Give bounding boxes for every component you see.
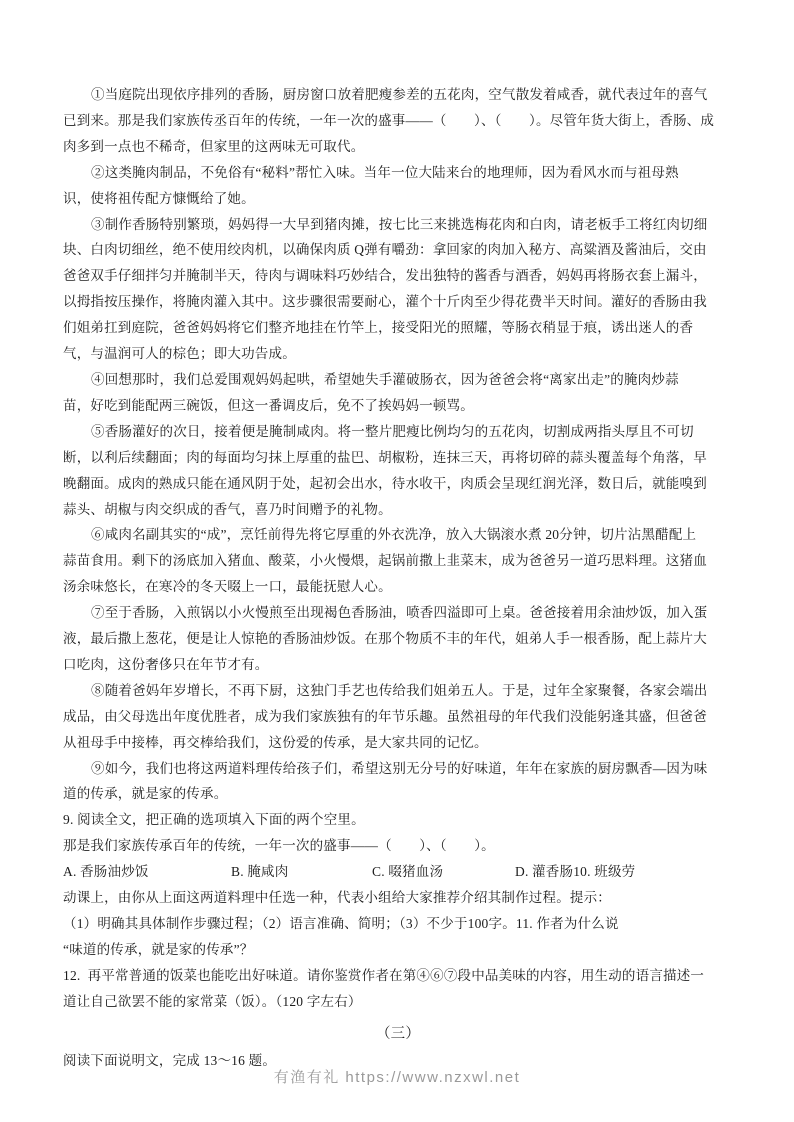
text-line: 成品，由父母选出年度优胜者，成为我们家族独有的年节乐趣。虽然祖母的年代我们没能躬逢其盛，但爸爸 [63,708,707,724]
text-line: “味道的传承，就是家的传承”？ [63,941,254,957]
option-d: D. 灌香肠 [515,864,574,880]
text-line: 液，最后撒上葱花，便是让人惊艳的香肠油炒饭。在那个物质不丰的年代，姐弟人手一根香肠，配上蒜片大 [63,631,707,647]
text-line: 已到来。那是我们家族传丞百年的传统，一年一次的盛事——（ ）、（ ）。尽管年货大街上，香肠、成 [63,112,715,128]
text-line: ⑤香肠灌好的次日，接着便是腌制咸肉。将一整片肥瘦比例均匀的五花肉，切割成两指头厚且不可切 [91,423,694,439]
text-line: 苗，好吃到能配两三碗饭，但这一番调皮后，免不了挨妈妈一顿骂。 [63,397,474,413]
question-10-start: 10. 班级劳 [573,864,636,880]
options-row [63,859,733,885]
text-line: 们姐弟扛到庭院，爸爸妈妈将它们整齐地挂在竹竿上，接受阳光的照耀，等肠衣稍显于痕，诱出迷人的香 [63,320,694,336]
text-line: 蒜头、胡椒与肉交织成的香气，喜乃时间赠予的礼物。 [63,501,392,517]
text-line: ②这类腌肉制品，不免俗有“秘料”帮忙入味。当年一位大陆来台的地理师，因为看风水而与祖母熟 [91,164,679,180]
text-line: 爸爸双手仔细拌匀并腌制半天，待肉与调味料巧妙结合，发出独特的酱香与酒香，妈妈再将肠衣套上漏斗， [63,268,707,284]
option-b: B. 腌咸肉 [231,864,289,880]
text-line: （1）明确其具体制作步骤过程；（2）语言准确、简明；（3）不少于100字。11. 作者为什么说 [63,916,619,931]
text-line: 汤余味悠长，在寒冷的冬天啜上一口，最能抚慰人心。 [63,579,392,595]
text-line: 口吃肉，这份奢侈只在年节才有。 [63,656,269,672]
text-line: 从祖母手中接棒，再交棒给我们，这份爱的传承，是大家共同的记忆。 [63,734,488,750]
option-c: C. 啜猪血汤 [372,864,444,880]
text-line: 那是我们家族传承百年的传统，一年一次的盛事——（ ）、（ ）。 [63,838,495,854]
text-line: 道的传承，就是家的传承。 [63,786,228,802]
text-line: 识，使将祖传配方慷慨给了她。 [63,190,255,206]
text-line: 道让自己欲罢不能的家常菜（饭）。（120 字左右） [63,993,362,1009]
text-line: 9. 阅读全文，把正确的选项填入下面的两个空里。 [63,812,365,828]
text-line: 蒜苗食用。剩下的汤底加入猪血、酸菜，小火慢煨，起锅前撒上韭菜末，成为爸爸另一道巧思料理。这猪血 [63,553,707,569]
text-line: 12. 再平常普通的饭菜也能吃出好味道。请你鉴赏作者在第④⑥⑦段中品美味的内容，用生动的语言描述一 [63,967,705,983]
option-a: A. 香肠油炒饭 [63,864,149,880]
text-line: ⑦至于香肠，入煎锅以小火慢煎至出现褐色香肠油，喷香四溢即可上桌。爸爸接着用余油炒饭，加入蛋 [91,605,708,621]
text-line: ①当庭院出现依序排列的香肠，厨房窗口放着肥瘦参差的五花肉，空气散发着咸香，就代表过年的喜气 [91,87,708,102]
text-line: ⑧随着爸妈年岁增长，不再下厨，这独门手艺也传给我们姐弟五人。于是，过年全家聚餐，各家会端出 [91,682,708,698]
text-line: ⑥咸肉名副其实的“成”，烹饪前得先将它厚重的外衣洗净，放入大锅滚水煮 20分钟，切片沾黑醋配上 [91,527,697,543]
text-line: 断，以利后续翻面；肉的每面均匀抹上厚重的盐巴、胡椒粉，连抹三天，再将切碎的蒜头覆盖每个角落，早 [63,449,707,465]
text-line: ④回想那时，我们总爱围观妈妈起哄，希望她失手灌破肠衣，因为爸爸会将“离家出走”的腌肉炒蒜 [91,371,679,387]
text-line: 以拇指按压操作，将腌肉灌入其中。这步骤很需要耐心，灌个十斤肉至少得花费半天时间。灌好的香肠由我 [63,294,707,310]
text-line: 块、白肉切细丝，绝不使用绞肉机，以确保肉质 Q弹有嚼劲：拿回家的肉加入秘方、高粱酒及酱油后，交由 [63,242,707,258]
reading-passage [63,82,733,1073]
footer-watermark: 有渔有礼 https://www.nzxwl.net [273,1069,521,1086]
text-line: 阅读下面说明文，完成 13～16 题。 [63,1052,277,1068]
text-line: 晚翻面。成肉的熟成只能在通风阴于处，起初会出水，待水收干，肉质会呈现红润光泽，数日后，就能嗅到 [63,475,707,491]
text-line: 肉多到一点也不稀奇，但家里的这两味无可取代。 [63,138,365,154]
section-heading: （三） [375,1025,421,1042]
text-line: ③制作香肠特别繁琐，妈妈得一大早到猪肉摊，按七比三来挑选梅花肉和白肉，请老板手工将红肉切细 [91,216,708,232]
text-line: 气，与温润可人的棕色；即大功告成。 [63,346,296,362]
text-line: 动课上，由你从上面这两道料理中任选一种，代表小组给大家推荐介绍其制作过程。提示： [63,890,611,906]
text-line: ⑨如今，我们也将这两道料理传给孩子们，希望这别无分号的好味道，年年在家族的厨房飘香—因为味 [91,760,708,776]
